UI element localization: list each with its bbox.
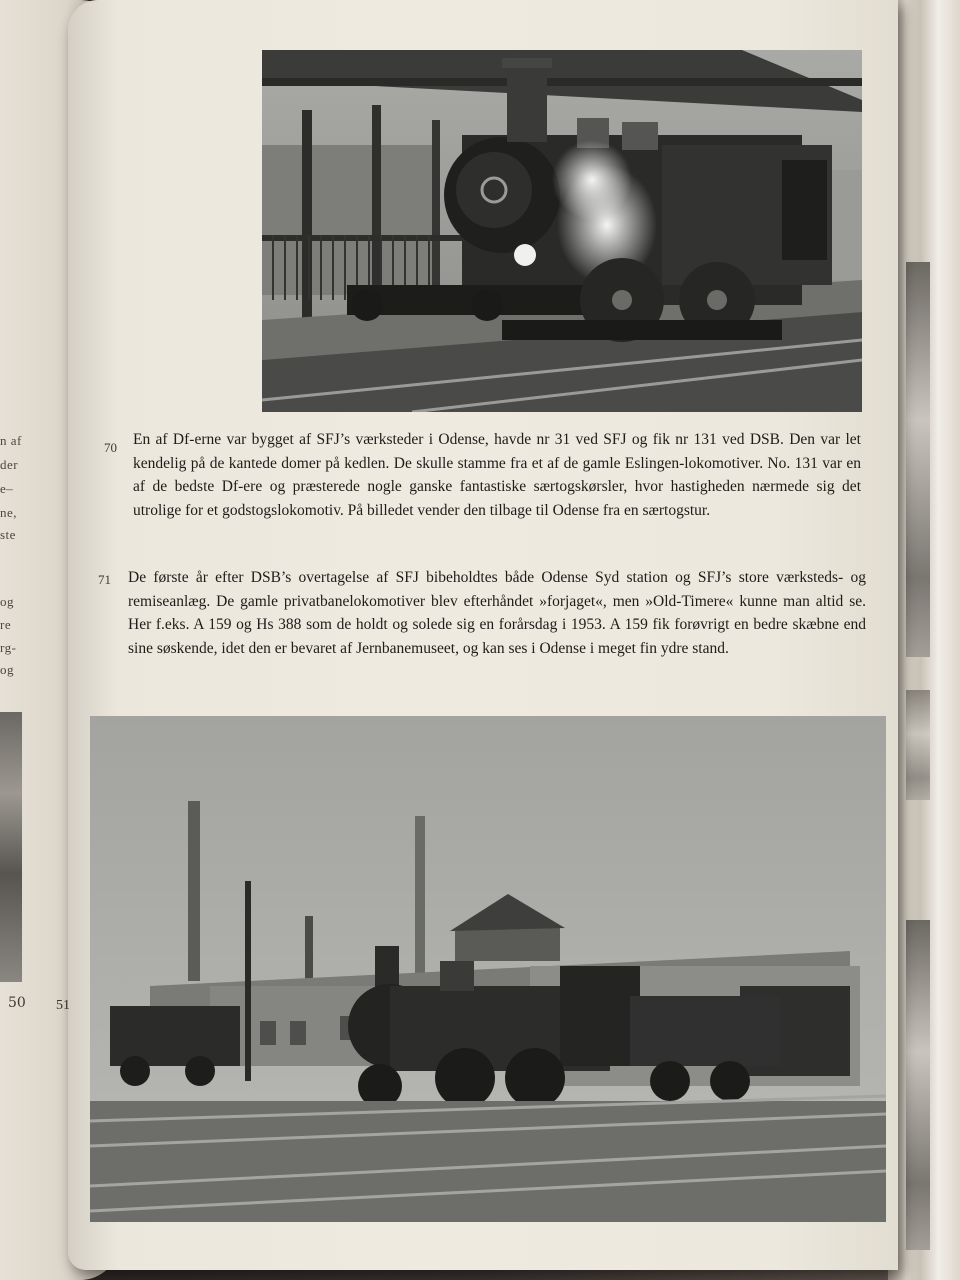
left-page-text-line: e– <box>0 481 14 496</box>
page-number: 51 <box>56 998 70 1013</box>
left-page-text-line: ne, <box>0 505 18 520</box>
locomotive-photo-top-image <box>262 50 862 412</box>
right-page-photo-edge <box>906 690 930 800</box>
left-page-text-line: og <box>0 594 14 609</box>
left-page-photo-edge <box>0 712 22 982</box>
photo-caption: De første år efter DSB’s overtagelse af SFJ bibeholdtes både Odense Syd station og SFJ’s store værksteds- og remiseanlæg. De gamle privatbanelokomotiver blev efterhåndet »forjaget«, men »Old-Timere« kunne man altid se. Her f.eks. A 159 og Hs 388 som de holdt og solede sig en forårsdag i 1953. A 159 fik forøvrigt en bedre skæbne end sine søskende, idet den er bevaret af Jernbanemuseet, og kan ses i Odense i meget fin ydre stand. <box>128 569 866 657</box>
right-page-photo-edge <box>906 262 930 657</box>
left-page-text-line: og <box>0 662 14 677</box>
left-page-text-line: rg- <box>0 640 17 655</box>
left-page-text-line: der <box>0 457 19 472</box>
locomotive-photo-bottom <box>90 716 886 1222</box>
locomotive-photo-top <box>262 50 862 412</box>
left-page-text-line: ste <box>0 527 16 542</box>
right-page-stack <box>888 0 960 1280</box>
left-page-text-line: n af <box>0 433 22 448</box>
left-page-text-line: re <box>0 617 12 632</box>
caption-number: 71 <box>98 572 111 587</box>
left-page-number: 50 <box>8 995 26 1011</box>
locomotive-photo-bottom-image <box>90 716 886 1222</box>
right-page-photo-edge <box>906 920 930 1250</box>
photo-caption: En af Df-erne var bygget af SFJ’s værksteder i Odense, havde nr 31 ved SFJ og fik nr 131 ved DSB. Den var let kendelig på de kantede domer på kedlen. De skulle stamme fra et af de gamle Eslingen-lokomotiver. No. 131 var en af de bedste Df-ere og præsterede nogle ganske fantastiske særtogskørsler, hvor hastigheden nærmede sig det utrolige for et godstogslokomotiv. På billedet vender den tilbage til Odense fra en særtogstur. <box>133 431 861 519</box>
caption-number: 70 <box>104 440 117 455</box>
